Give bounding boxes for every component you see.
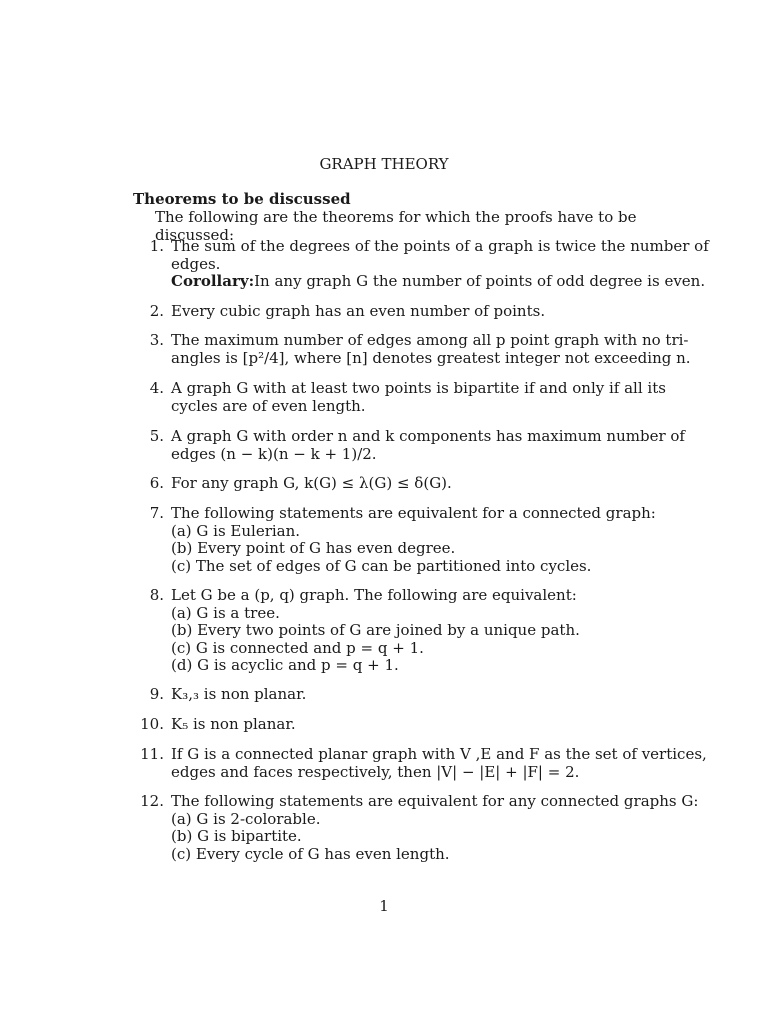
- theorem-subitem: (a) G is 2-colorable.: [171, 809, 321, 828]
- section-heading: Theorems to be discussed: [133, 190, 351, 208]
- theorem-line: Every cubic graph has an even number of points.: [171, 302, 546, 320]
- theorem-number: 8.: [149, 586, 164, 604]
- theorem-text: [171, 237, 709, 291]
- theorem-number: 6.: [149, 474, 164, 492]
- theorem-line: edges (n − k)(n − k + 1)/2.: [171, 444, 377, 463]
- theorem-subitem: (b) Every two points of G are joined by a unique path.: [171, 621, 580, 639]
- theorem-line: If G is a connected planar graph with V ,E and F as the set of vertices,: [171, 745, 707, 763]
- theorem-line: For any graph G, k(G) ≤ λ(G) ≤ δ(G).: [171, 474, 452, 492]
- corollary-text: In any graph G the number of points of odd degree is even.: [254, 272, 706, 290]
- theorem-line: A graph G with at least two points is bipartite if and only if all its: [171, 379, 666, 397]
- theorem-text: [171, 587, 637, 675]
- intro-paragraph: The following are the theorems for which the proofs have to be discussed:: [155, 208, 637, 244]
- theorem-subitem: (d) G is acyclic and p = q + 1.: [171, 656, 399, 674]
- theorem-subitem: (b) G is bipartite.: [171, 827, 302, 845]
- page-title: GRAPH THEORY: [319, 155, 449, 173]
- theorem-number: 3.: [149, 331, 164, 349]
- theorem-subitem: (c) G is connected and p = q + 1.: [171, 638, 424, 657]
- theorem-line: The maximum number of edges among all p point graph with no tri-: [171, 331, 689, 349]
- theorem-number: 7.: [149, 504, 164, 522]
- theorem-number: 12.: [140, 792, 164, 810]
- theorem-text: [171, 716, 637, 734]
- theorem-text: [171, 504, 656, 575]
- theorem-line: A graph G with order n and k components has maximum number of: [171, 427, 685, 445]
- theorem-number: 1.: [149, 237, 164, 255]
- corollary-label: Corollary:: [171, 272, 255, 290]
- theorem-text: [171, 792, 699, 863]
- theorem-text: [171, 303, 637, 321]
- theorem-line: The following statements are equivalent for a connected graph:: [171, 504, 656, 522]
- theorem-subitem: (a) G is a tree.: [171, 603, 280, 622]
- theorem-number: 10.: [140, 715, 164, 733]
- theorem-subitem: (b) Every point of G has even degree.: [171, 539, 456, 557]
- theorem-number: 2.: [149, 302, 164, 320]
- theorem-line: The following statements are equivalent for any connected graphs G:: [171, 792, 699, 810]
- theorem-text: [171, 745, 707, 781]
- theorem-number: 9.: [149, 685, 164, 703]
- theorem-line: cycles are of even length.: [171, 396, 366, 415]
- corollary: [171, 272, 706, 291]
- theorem-subitem: (c) Every cycle of G has even length.: [171, 844, 450, 863]
- theorem-subitem: (c) The set of edges of G can be partitioned into cycles.: [171, 556, 592, 575]
- theorem-line: K₃,₃ is non planar.: [171, 685, 307, 703]
- theorem-text: [171, 331, 691, 367]
- theorem-number: 5.: [149, 427, 164, 445]
- theorem-number: 11.: [140, 745, 164, 763]
- theorem-line: Let G be a (p, q) graph. The following are equivalent:: [171, 586, 577, 604]
- theorem-text: [171, 475, 637, 493]
- theorem-subitem: (a) G is Eulerian.: [171, 521, 301, 540]
- theorem-number: 4.: [149, 379, 164, 397]
- theorem-text: [171, 427, 685, 463]
- page-number: 1: [379, 897, 389, 915]
- theorem-text: [171, 686, 637, 704]
- theorem-line: The sum of the degrees of the points of a graph is twice the number of: [171, 237, 709, 255]
- theorem-line: K₅ is non planar.: [171, 715, 296, 733]
- theorem-line: edges and faces respectively, then |V| − |E| + |F| = 2.: [171, 762, 580, 781]
- theorem-line: angles is [p²/4], where [n] denotes greatest integer not exceeding n.: [171, 348, 691, 367]
- theorem-line: edges.: [171, 254, 221, 273]
- theorem-text: [171, 379, 666, 415]
